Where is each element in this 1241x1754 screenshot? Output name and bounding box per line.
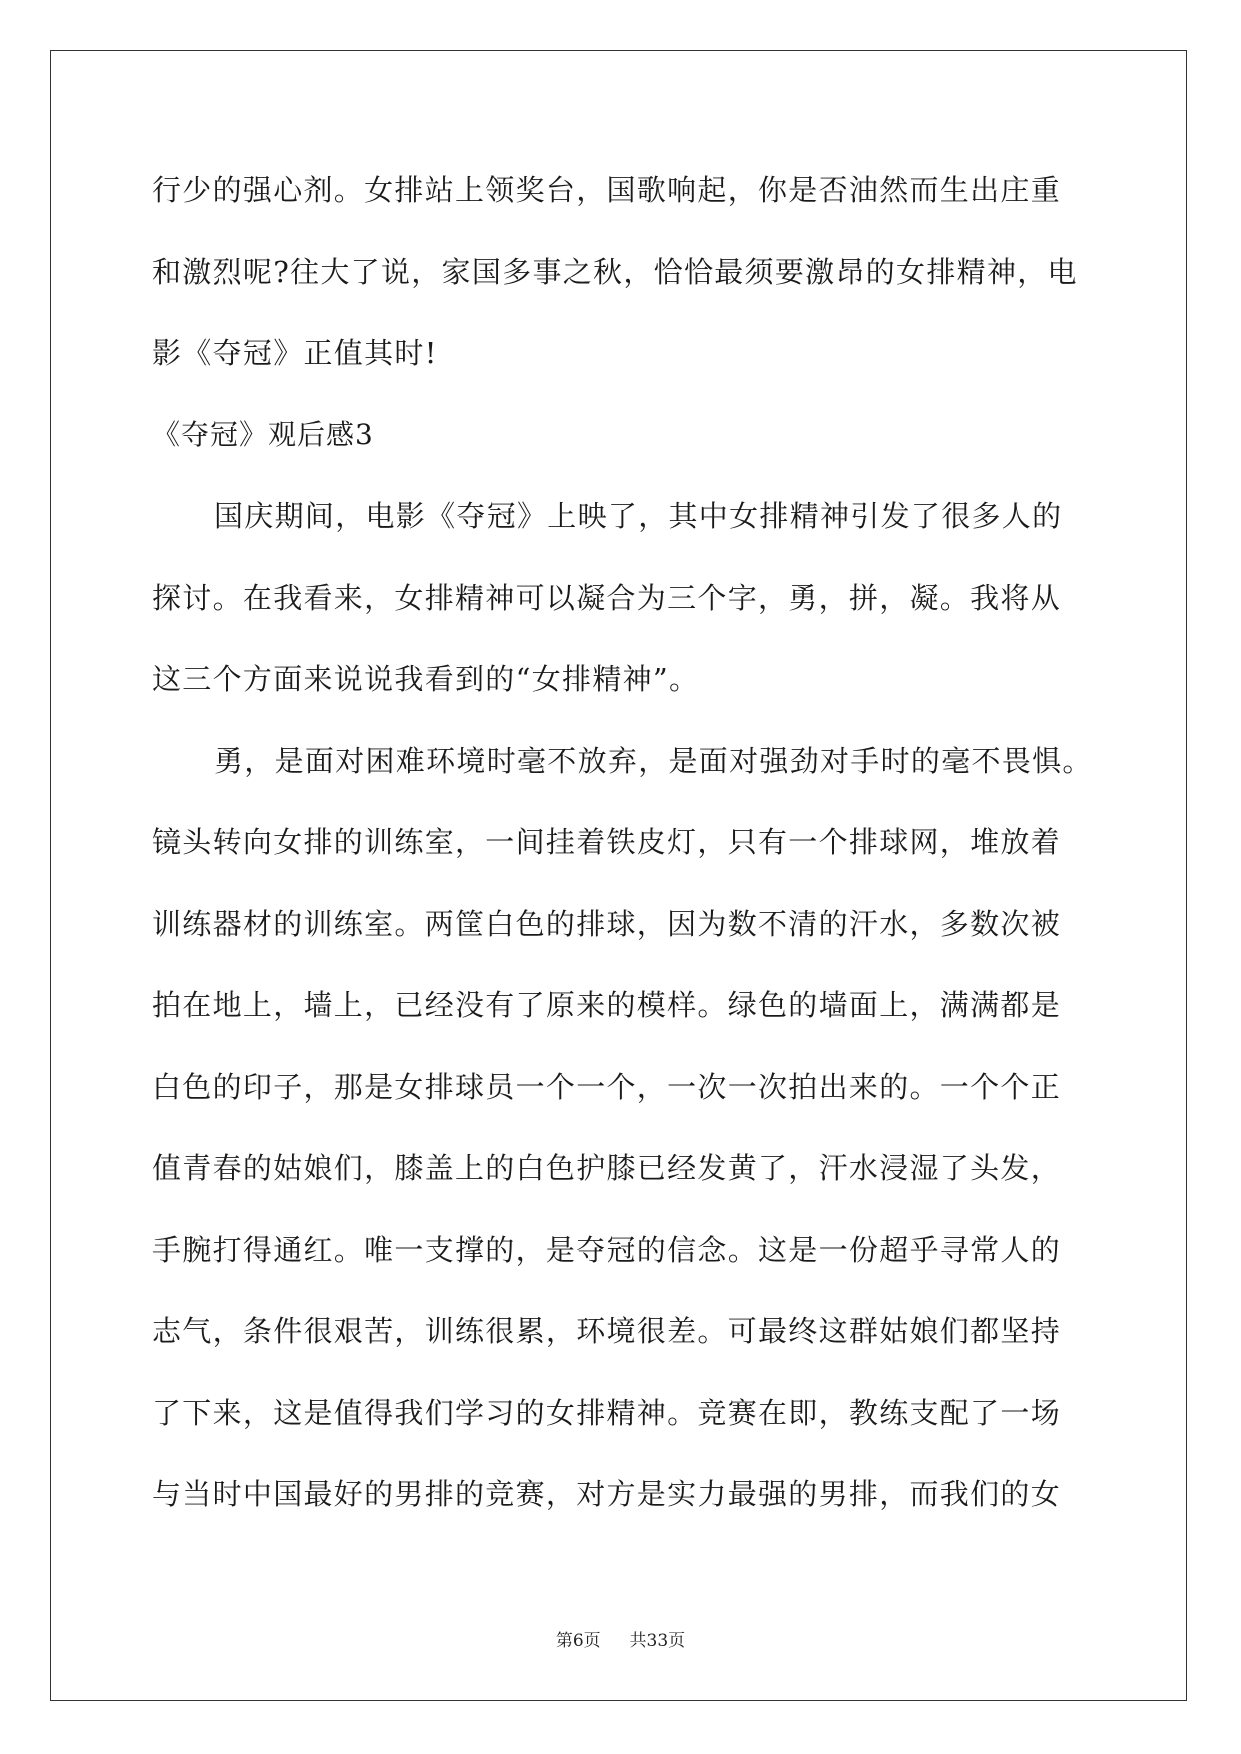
- page-number: 第6页: [555, 1631, 601, 1651]
- text-line: 白色的印子，那是女排球员一个一个，一次一次拍出来的。一个个正: [152, 1069, 1062, 1104]
- page-total: 共33页: [629, 1631, 686, 1651]
- text-line: 与当时中国最好的男排的竞赛，对方是实力最强的男排，而我们的女: [152, 1477, 1062, 1511]
- text-line: 这三个方面来说说我看到的“女排精神”。: [152, 662, 700, 696]
- text-line: 拍在地上，墙上，已经没有了原来的模样。绿色的墙面上，满满都是: [152, 988, 1062, 1022]
- section-heading: 《夺冠》观后感3: [152, 417, 374, 451]
- text-line: 行少的强心剂。女排站上领奖台，国歌响起，你是否油然而生出庄重: [152, 173, 1062, 207]
- text-line: 训练器材的训练室。两筐白色的排球，因为数不清的汗水，多数次被: [152, 906, 1062, 941]
- text-line: 了下来，这是值得我们学习的女排精神。竞赛在即，教练支配了一场: [152, 1395, 1062, 1430]
- page-footer: [0, 1626, 1241, 1651]
- text-line: 志气，条件很艰苦，训练很累，环境很差。可最终这群姑娘们都坚持: [152, 1314, 1062, 1348]
- text-line: 影《夺冠》正值其时!: [152, 336, 438, 370]
- document-body: [152, 160, 1112, 1546]
- text-line: 和激烈呢?往大了说，家国多事之秋，恰恰最须要激昂的女排精神，电: [152, 254, 1078, 289]
- text-line: 值青春的姑娘们，膝盖上的白色护膝已经发黄了，汗水浸湿了头发，: [152, 1151, 1062, 1185]
- text-line: 手腕打得通红。唯一支撑的，是夺冠的信念。这是一份超乎寻常人的: [152, 1232, 1062, 1267]
- text-line: 镜头转向女排的训练室，一间挂着铁皮灯，只有一个排球网，堆放着: [152, 825, 1062, 859]
- text-line: 国庆期间，电影《夺冠》上映了，其中女排精神引发了很多人的: [214, 499, 1063, 533]
- text-line: 探讨。在我看来，女排精神可以凝合为三个字，勇，拼，凝。我将从: [152, 580, 1062, 615]
- text-line: 勇，是面对困难环境时毫不放弃，是面对强劲对手时的毫不畏惧。: [214, 743, 1093, 778]
